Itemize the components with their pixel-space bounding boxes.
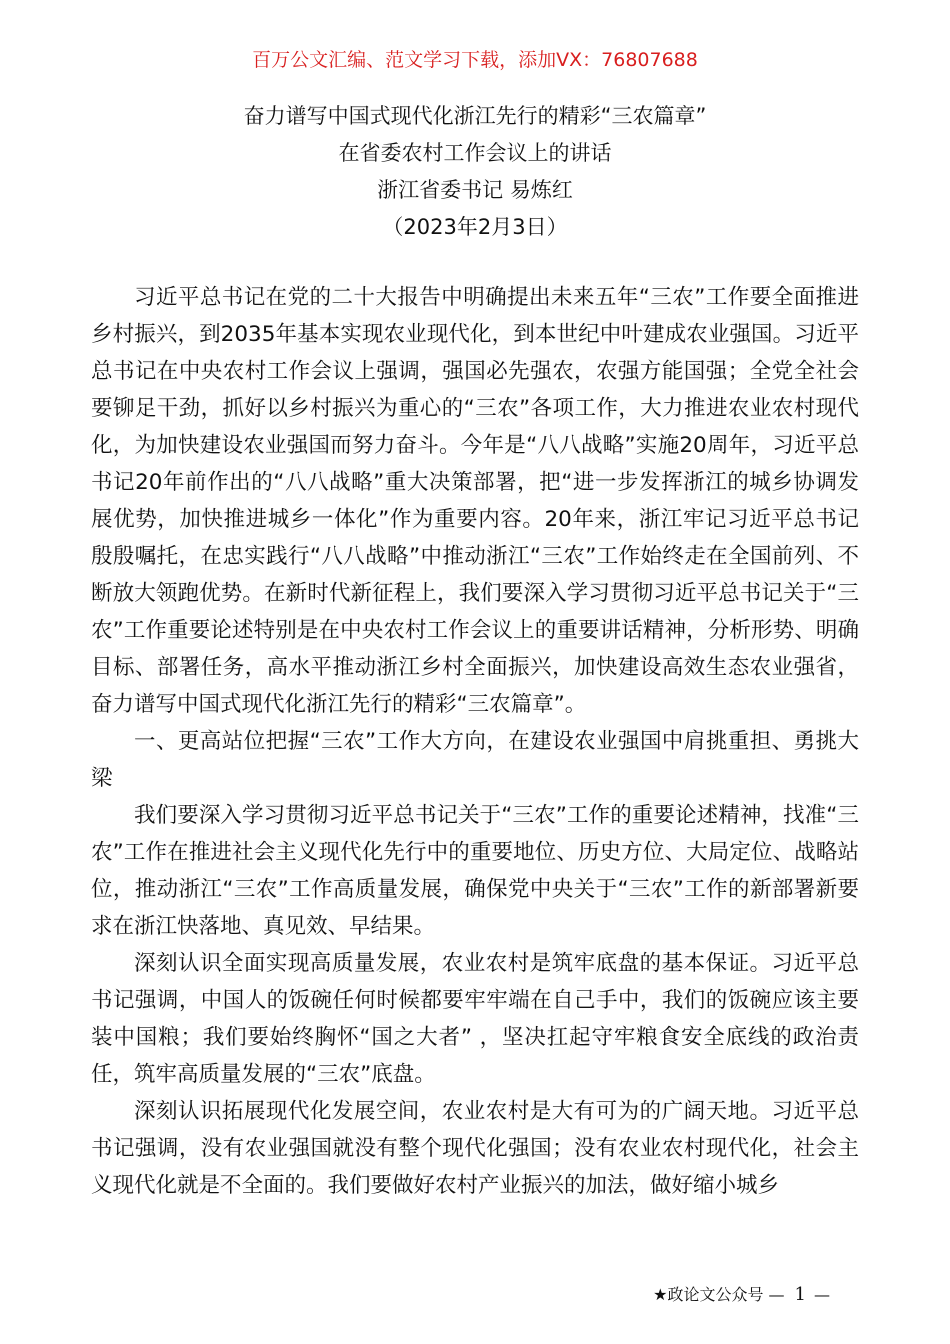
paragraph: 深刻认识拓展现代化发展空间，农业农村是大有可为的广阔天地。习近平总书记强调，没有农业强国就没有整个现代化强国；没有农业农村现代化，社会主义现代化就是不全面的。我们要做好农村产业振兴的加法，做好缩小城乡 [91, 1099, 859, 1198]
document-subtitle: 在省委农村工作会议上的讲话 [338, 141, 612, 165]
footer-source: ★政论文公众号 [653, 1285, 764, 1304]
section-heading-1: 一、更高站位把握“三农”工作大方向，在建设农业强国中肩挑重担、勇挑大梁 [91, 729, 859, 791]
document-body [91, 279, 859, 1204]
paragraph: 我们要深入学习贯彻习近平总书记关于“三农”工作的重要论述精神，找准“三农”工作在推进社会主义现代化先行中的重要地位、历史方位、大局定位、战略站位，推动浙江“三农”工作高质量发展，确保党中央关于“三农”工作的新部署新要求在浙江快落地、真见效、早结果。 [91, 803, 859, 939]
paragraph: 深刻认识全面实现高质量发展，农业农村是筑牢底盘的基本保证。习近平总书记强调，中国人的饭碗任何时候都要牢牢端在自己手中，我们的饭碗应该主要装中国粮；我们要始终胸怀“国之大者” ，坚决扛起守牢粮食安全底线的政治责任，筑牢高质量发展的“三农”底盘。 [91, 951, 859, 1087]
page-number: 1 [794, 1284, 806, 1305]
document-author: 浙江省委书记 易炼红 [377, 178, 573, 202]
footer-dash-left: — [768, 1285, 787, 1304]
footer-dash-right: — [814, 1285, 832, 1304]
paragraph-intro: 习近平总书记在党的二十大报告中明确提出未来五年“三农”工作要全面推进乡村振兴，到2035年基本实现农业现代化，到本世纪中叶建成农业强国。习近平总书记在中央农村工作会议上强调，强国必先强农，农强方能国强；全党全社会要铆足干劲，抓好以乡村振兴为重心的“三农”各项工作，大力推进农业农村现代化，为加快建设农业强国而努力奋斗。今年是“八八战略”实施20周年，习近平总书记20年前作出的“八八战略”重大决策部署，把“进一步发挥浙江的城乡协调发展优势，加快推进城乡一体化”作为重要内容。20年来，浙江牢记习近平总书记殷殷嘱托，在忠实践行“八八战略”中推动浙江“三农”工作始终走在全国前列、不断放大领跑优势。在新时代新征程上，我们要深入学习贯彻习近平总书记关于“三农”工作重要论述特别是在中央农村工作会议上的重要讲话精神，分析形势、明确目标、部署任务，高水平推动浙江乡村全面振兴，加快建设高效生态农业强省，奋力谱写中国式现代化浙江先行的精彩“三农篇章”。 [91, 285, 859, 717]
title-block [0, 98, 950, 246]
document-date: （2023年2月3日） [382, 215, 568, 239]
document-title: 奋力谱写中国式现代化浙江先行的精彩“三农篇章” [243, 104, 707, 128]
page-footer [653, 1283, 832, 1307]
watermark-header: 百万公文汇编、范文学习下载，添加VX：76807688 [252, 49, 698, 71]
